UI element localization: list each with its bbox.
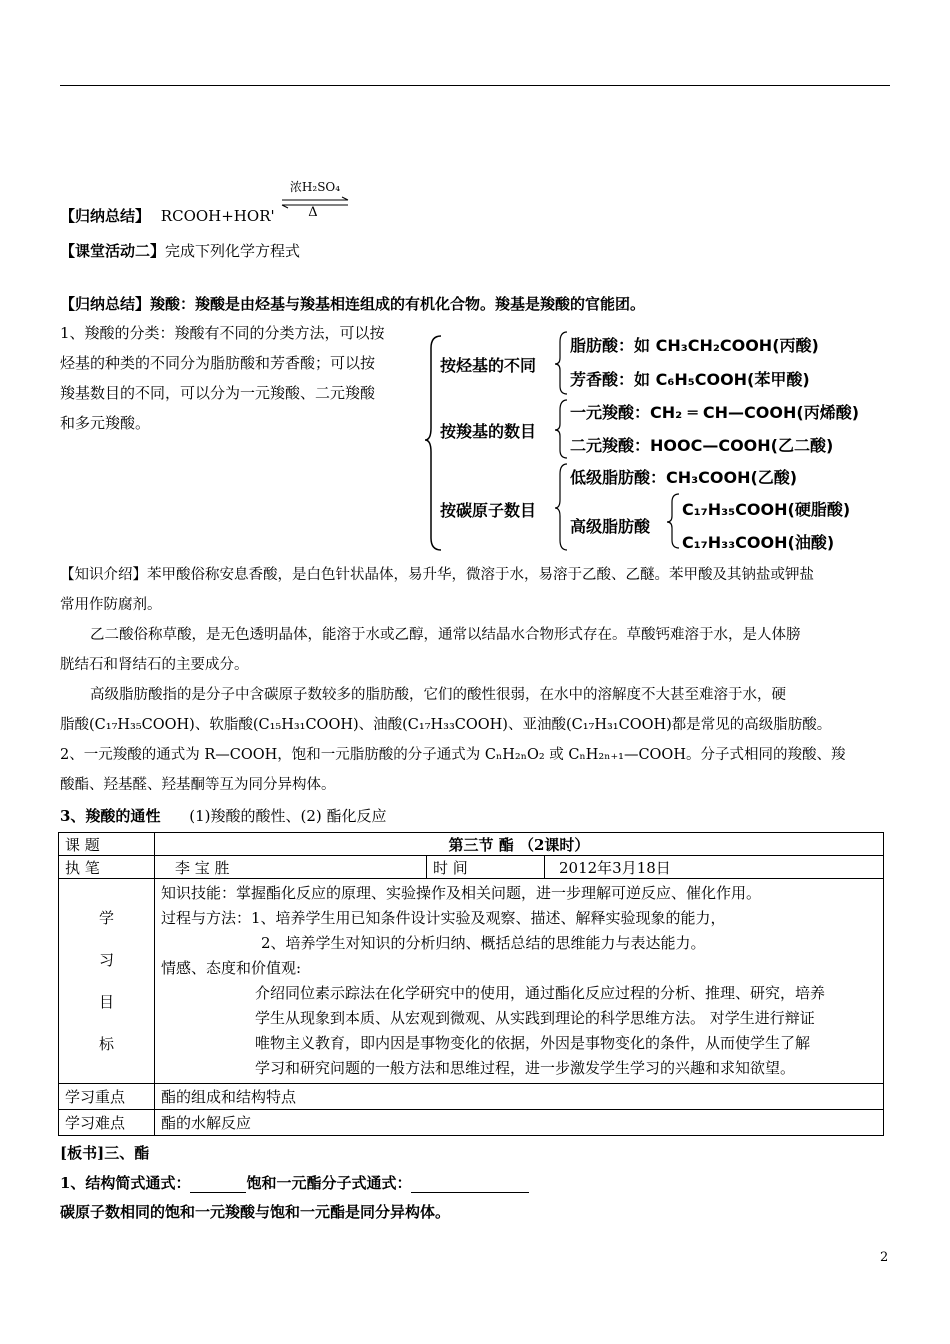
brace-icon <box>555 332 567 394</box>
goals-label <box>59 879 155 1084</box>
tree-group3-high: 高级脂肪酸 <box>570 517 651 536</box>
table-row <box>59 856 884 879</box>
header-rule <box>60 85 890 86</box>
board-title: [板书]三、酯 <box>60 1144 150 1162</box>
tree-group2-item: 二元羧酸：HOOC—COOH(乙二酸) <box>570 436 834 455</box>
table-row <box>59 1110 884 1136</box>
brace-icon <box>555 464 567 550</box>
topic-label: 课 题 <box>59 833 155 856</box>
properties-label: 3、羧酸的通性 <box>60 807 161 825</box>
goals-label-char: 学 <box>98 909 114 927</box>
classification-line: 烃基的种类的不同分为脂肪酸和芳香酸；可以按 <box>60 354 376 372</box>
classification-text <box>60 318 420 438</box>
knowledge-line: 常用作防腐剂。 <box>60 597 162 613</box>
board-line1 <box>60 1172 529 1193</box>
difficulty-label: 学习难点 <box>59 1110 155 1136</box>
knowledge-line: 脂酸(C₁₇H₃₅COOH)、软脂酸(C₁₅H₃₁COOH)、油酸(C₁₇H₃₃COOH)、亚油酸(C₁₇H₃₁COOH)都是常见的高级脂肪酸。 <box>60 717 832 733</box>
author-value: 李 宝 胜 <box>155 856 427 879</box>
knowledge-line: 乙二酸俗称草酸，是无色透明晶体，能溶于水或乙醇，通常以结晶水合物形式存在。草酸钙难溶于水，是人体膀 <box>90 627 801 643</box>
difficulty-value: 酯的水解反应 <box>155 1110 884 1136</box>
author-label: 执 笔 <box>59 856 155 879</box>
reaction-condition: Δ <box>308 205 318 220</box>
tree-group3-high-item: C₁₇H₃₃COOH(油酸) <box>682 533 835 552</box>
table-row <box>59 833 884 856</box>
topic-value: 第三节 酯 （2课时） <box>155 833 884 856</box>
board-line2: 碳原子数相同的饱和一元羧酸与饱和一元酯是同分异构体。 <box>60 1203 451 1221</box>
activity2 <box>60 240 300 261</box>
summary-text: 羧酸：羧酸是由烃基与羧基相连组成的有机化合物。羧基是羧酸的官能团。 <box>150 295 646 313</box>
classification-line: 1、羧酸的分类：羧酸有不同的分类方法，可以按 <box>60 324 385 342</box>
knowledge-section <box>60 560 900 800</box>
goal-line: 学生从现象到本质、从宏观到微观、从实践到理论的科学思维方法。 对学生进行辩证 <box>255 1009 815 1027</box>
goal-line: 过程与方法：1、培养学生用已知条件设计实验及观察、描述、解释实验现象的能力， <box>161 909 726 927</box>
goals-label-char: 目 <box>98 993 114 1011</box>
classification-line: 羧基数目的不同，可以分为一元羧酸、二元羧酸 <box>60 384 376 402</box>
carboxylic-summary <box>60 293 645 314</box>
tree-group1-item: 脂肪酸：如 CH₃CH₂COOH(丙酸) <box>570 336 819 355</box>
properties <box>60 805 387 826</box>
time-label: 时 间 <box>427 856 545 879</box>
goals-label-char: 习 <box>98 951 114 969</box>
board-line1-b: 饱和一元酯分子式通式： <box>246 1174 412 1192</box>
goal-line: 唯物主义教育，即内因是事物变化的依据，外因是事物变化的条件，从而使学生了解 <box>255 1034 811 1052</box>
tree-group3-label: 按碳原子数目 <box>440 501 537 520</box>
tree-group2-item: 一元羧酸：CH₂ ═ CH—COOH(丙烯酸) <box>570 403 860 422</box>
knowledge-line: 胱结石和肾结石的主要成分。 <box>60 657 249 673</box>
goal-line: 2、培养学生对知识的分析归纳、概括总结的思维能力与表达能力。 <box>261 934 706 952</box>
page-number: 2 <box>880 1250 889 1265</box>
tree-group1-label: 按烃基的不同 <box>440 356 537 375</box>
brace-icon <box>667 494 679 548</box>
properties-items: (1)羧酸的酸性、(2) 酯化反应 <box>189 807 387 825</box>
blank-line <box>190 1174 246 1193</box>
goal-line: 学习和研究问题的一般方法和思维过程，进一步激发学生学习的兴趣和求知欲望。 <box>255 1059 796 1077</box>
date-value: 2012年3月18日 <box>545 856 884 879</box>
table-row <box>59 1084 884 1110</box>
tree-group1-item: 芳香酸：如 C₆H₅COOH(苯甲酸) <box>570 370 810 389</box>
goals-label-char: 标 <box>98 1035 114 1053</box>
blank-line <box>411 1174 529 1193</box>
tree-group3-high-item: C₁₇H₃₅COOH(硬脂酸) <box>682 500 851 519</box>
knowledge-line: 【知识介绍】苯甲酸俗称安息香酸，是白色针状晶体，易升华，微溶于水，易溶于乙酸、乙醚。苯甲酸及其钠盐或钾盐 <box>60 567 814 583</box>
tree-group2-label: 按羧基的数目 <box>440 422 537 441</box>
reaction-reactants: RCOOH+HOR' <box>160 207 275 225</box>
classification-line: 和多元羧酸。 <box>60 414 151 432</box>
formula-line: 酸酯、羟基醛、羟基酮等互为同分异构体。 <box>60 777 336 793</box>
reaction-label: 【归纳总结】 <box>60 207 151 225</box>
lesson-plan-table <box>58 832 884 1136</box>
key-value: 酯的组成和结构特点 <box>155 1084 884 1110</box>
board-line1-a: 1、结构简式通式： <box>60 1174 191 1192</box>
tree-group3-low: 低级脂肪酸：CH₃COOH(乙酸) <box>570 468 798 487</box>
key-label: 学习重点 <box>59 1084 155 1110</box>
knowledge-line: 高级脂肪酸指的是分子中含碳原子数较多的脂肪酸，它们的酸性很弱，在水中的溶解度不大甚至难溶于水，硬 <box>90 687 786 703</box>
goals-content <box>155 879 884 1084</box>
main-brace-icon <box>425 336 441 550</box>
activity2-label: 【课堂活动二】 <box>60 242 166 260</box>
goal-line: 知识技能：掌握酯化反应的原理、实验操作及相关问题，进一步理解可逆反应、催化作用。 <box>161 884 762 902</box>
goal-line: 介绍同位素示踪法在化学研究中的使用，通过酯化反应过程的分析、推理、研究，培养 <box>255 984 826 1002</box>
reaction-summary <box>60 205 275 226</box>
activity2-text: 完成下列化学方程式 <box>165 242 301 260</box>
summary-label: 【归纳总结】 <box>60 295 151 313</box>
reaction-catalyst: 浓H₂SO₄ <box>289 180 341 194</box>
table-row <box>59 879 884 1084</box>
goal-line: 情感、态度和价值观: <box>161 959 302 977</box>
brace-icon <box>555 400 567 458</box>
formula-line: 2、一元羧酸的通式为 R—COOH，饱和一元脂肪酸的分子通式为 CₙH₂ₙO₂ 或 CₙH₂ₙ₊₁—COOH。分子式相同的羧酸、羧 <box>60 747 846 763</box>
